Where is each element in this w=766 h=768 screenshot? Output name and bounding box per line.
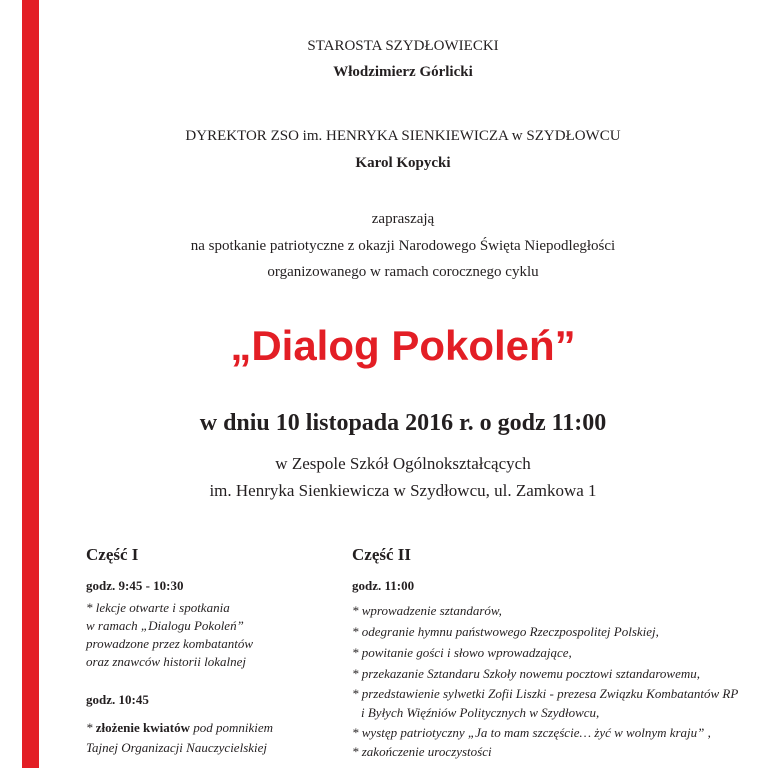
part2-item-3: * powitanie gości i słowo wprowadzające, [352,645,572,660]
laying-flowers-emphasis: złożenie kwiatów [95,720,190,735]
part2-item-7: * zakończenie uroczystości [352,744,492,759]
part1-desc1-line1: * lekcje otwarte i spotkania [86,600,230,615]
event-date: w dniu 10 listopada 2016 r. o godz 11:00 [199,410,607,436]
part2-time: godz. 11:00 [352,578,415,593]
part2-item-6: * występ patriotyczny „Ja to mam szczęście… żyć w wolnym kraju” , [352,725,711,740]
part1-desc1-line3: prowadzone przez kombatantów [86,636,254,651]
location-line-2: im. Henryka Sienkiewicza w Szydłowcu, ul. Zamkowa 1 [209,481,597,500]
director-title: DYREKTOR ZSO im. HENRYKA SIENKIEWICZA w SZYDŁOWCU [185,128,621,144]
part1-title: Część I [86,545,139,564]
part2-item-5-cont: i Byłych Więźniów Politycznych w Szydłowcu, [361,705,600,720]
red-accent-bar [22,0,39,768]
starosta-name: Włodzimierz Górlicki [333,64,473,80]
invite-line-1: zapraszają [371,211,435,227]
event-title: „Dialog Pokoleń” [230,322,576,369]
director-name: Karol Kopycki [355,155,451,171]
part1-desc2-line1: * złożenie kwiatów pod pomnikiem [86,720,274,735]
part2-title: Część II [352,545,412,564]
part1-time1: godz. 9:45 - 10:30 [86,578,184,593]
invite-line-2: na spotkanie patriotyczne z okazji Narodowego Święta Niepodległości [190,238,616,254]
part2-item-4: * przekazanie Sztandaru Szkoły nowemu pocztowi sztandarowemu, [352,666,700,681]
part1-desc1-line2: w ramach „Dialogu Pokoleń” [86,618,244,633]
invite-line-3: organizowanego w ramach corocznego cyklu [267,264,539,280]
part1-desc2-line2: Tajnej Organizacji Nauczycielskiej [86,740,268,755]
starosta-title: STAROSTA SZYDŁOWIECKI [307,38,499,54]
part1-time2: godz. 10:45 [86,692,149,707]
location-line-1: w Zespole Szkół Ogólnokształcących [275,454,531,473]
part2-item-2: * odegranie hymnu państwowego Rzeczpospolitej Polskiej, [352,624,659,639]
part2-item-1: * wprowadzenie sztandarów, [352,603,502,618]
part2-item-5: * przedstawienie sylwetki Zofii Liszki - prezesa Związku Kombatantów RP [352,686,739,701]
part1-desc1-line4: oraz znawców historii lokalnej [86,654,246,669]
